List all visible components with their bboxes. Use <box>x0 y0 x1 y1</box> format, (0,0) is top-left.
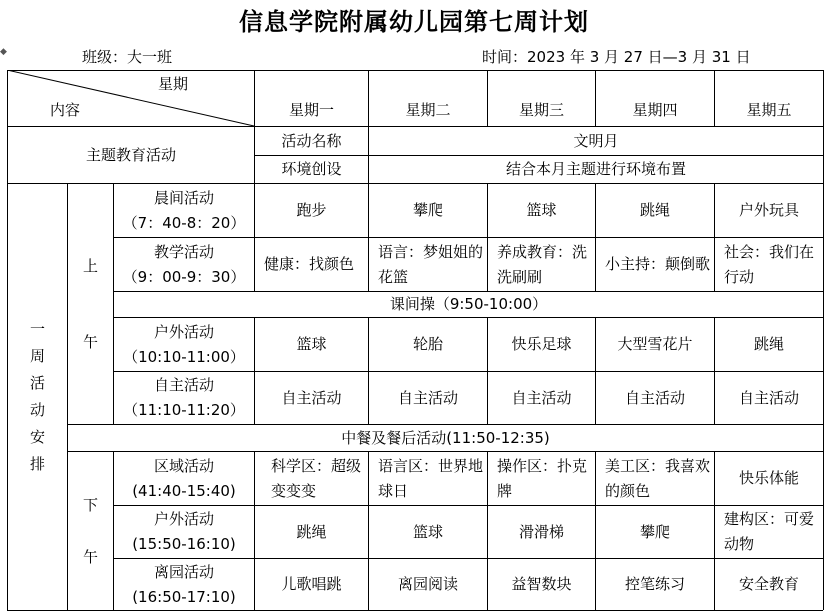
section-label <box>8 184 67 610</box>
row-label-outdoor-am <box>114 318 254 371</box>
activity-name-value: 文明月 <box>573 131 619 150</box>
row-label-teaching <box>114 238 254 291</box>
cell-leave-wed: 益智数块 <box>511 575 572 593</box>
cell-self-wed: 自主活动 <box>511 388 572 407</box>
cell-outdoor-pm-thu: 攀爬 <box>639 522 670 541</box>
cell-teaching-fri: 社会：我们在行动 <box>724 242 815 286</box>
row-time: (16:50-17:10) <box>132 587 236 606</box>
cell-outdoor-am-wed: 快乐足球 <box>511 335 572 353</box>
section-label-text: 一周活动安排 <box>29 320 45 473</box>
time-label: 时间：2023 年 3 月 27 日—3 月 31 日 <box>482 48 751 66</box>
break-exercise-row: 课间操（9:50-10:00） <box>389 295 548 313</box>
cell-outdoor-pm-mon: 跳绳 <box>296 522 327 541</box>
cell-area-fri: 快乐体能 <box>738 469 799 487</box>
row-name: 自主活动 <box>153 376 214 394</box>
row-time: (41:40-15:40) <box>132 481 236 500</box>
row-name: 晨间活动 <box>153 188 214 207</box>
weekday-fri: 星期五 <box>746 100 792 119</box>
anchor-mark: ◆ <box>0 47 7 57</box>
cell-morning-wed: 篮球 <box>526 201 557 219</box>
weekday-wed: 星期三 <box>518 100 564 119</box>
weekday-thu: 星期四 <box>632 100 678 119</box>
row-name: 区域活动 <box>153 456 214 475</box>
cell-area-thu: 美工区：我喜欢的颜色 <box>605 456 711 500</box>
cell-morning-mon: 跑步 <box>296 201 327 219</box>
cell-teaching-thu: 小主持：颠倒歌 <box>605 255 711 273</box>
row-label-outdoor-pm <box>114 506 254 558</box>
morning-label <box>68 184 113 424</box>
cell-area-tue: 语言区：世界地球日 <box>378 456 484 500</box>
cell-outdoor-am-mon: 篮球 <box>296 335 327 353</box>
env-value: 结合本月主题进行环境布置 <box>505 160 686 178</box>
row-name: 户外活动 <box>153 322 214 341</box>
cell-outdoor-am-fri: 跳绳 <box>753 335 784 353</box>
cell-area-mon: 科学区：超级变变变 <box>271 456 362 500</box>
row-label-morning-activity <box>114 184 254 237</box>
row-name: 户外活动 <box>153 510 214 528</box>
row-label-self-directed <box>114 372 254 424</box>
row-time: （9：00-9：30） <box>122 267 246 286</box>
class-label: 班级：大一班 <box>82 48 173 66</box>
cell-leave-mon: 儿歌唱跳 <box>281 575 342 593</box>
row-time: （7：40-8：20） <box>122 213 246 232</box>
morning-label-text: 上午 <box>82 257 98 351</box>
cell-teaching-tue: 语言：梦姐姐的花篮 <box>378 242 484 286</box>
activity-name-label: 活动名称 <box>281 131 342 150</box>
corner-weekday-label: 星期 <box>157 74 188 93</box>
cell-outdoor-pm-fri: 建构区：可爱动物 <box>724 510 815 553</box>
cell-leave-thu: 控笔练习 <box>624 575 685 593</box>
row-label-leave <box>114 559 254 610</box>
weekday-mon: 星期一 <box>288 100 334 119</box>
row-time: (15:50-16:10) <box>132 535 236 553</box>
row-name: 离园活动 <box>153 562 214 581</box>
cell-teaching-mon: 健康：找颜色 <box>264 255 355 273</box>
cell-leave-tue: 离园阅读 <box>397 575 458 593</box>
cell-morning-tue: 攀爬 <box>412 201 443 219</box>
row-label-area <box>114 452 254 505</box>
env-label: 环境创设 <box>281 160 342 178</box>
row-time: （10:10-11:00） <box>123 347 245 366</box>
lunch-row: 中餐及餐后活动(11:50-12:35) <box>341 428 550 447</box>
cell-leave-fri: 安全教育 <box>738 575 799 593</box>
theme-label: 主题教育活动 <box>85 145 176 164</box>
cell-self-tue: 自主活动 <box>397 388 458 407</box>
row-name: 教学活动 <box>153 242 214 261</box>
cell-outdoor-am-thu: 大型雪花片 <box>617 335 693 353</box>
cell-area-wed: 操作区：扑克牌 <box>497 456 588 500</box>
row-time: （11:10-11:20） <box>123 401 245 419</box>
weekday-tue: 星期二 <box>405 100 451 119</box>
corner-content-label: 内容 <box>49 100 80 119</box>
cell-morning-fri: 户外玩具 <box>738 201 799 219</box>
cell-self-mon: 自主活动 <box>281 388 342 407</box>
cell-outdoor-pm-wed: 滑滑梯 <box>518 522 564 541</box>
afternoon-label <box>68 452 113 610</box>
cell-morning-thu: 跳绳 <box>639 201 670 219</box>
cell-teaching-wed: 养成教育：洗洗刷刷 <box>497 242 588 286</box>
afternoon-label-text: 下午 <box>82 496 98 566</box>
cell-self-thu: 自主活动 <box>624 388 685 407</box>
cell-self-fri: 自主活动 <box>738 388 799 407</box>
cell-outdoor-pm-tue: 篮球 <box>412 522 443 541</box>
cell-outdoor-am-tue: 轮胎 <box>412 335 443 353</box>
page-title: 信息学院附属幼儿园第七周计划 <box>239 8 589 36</box>
